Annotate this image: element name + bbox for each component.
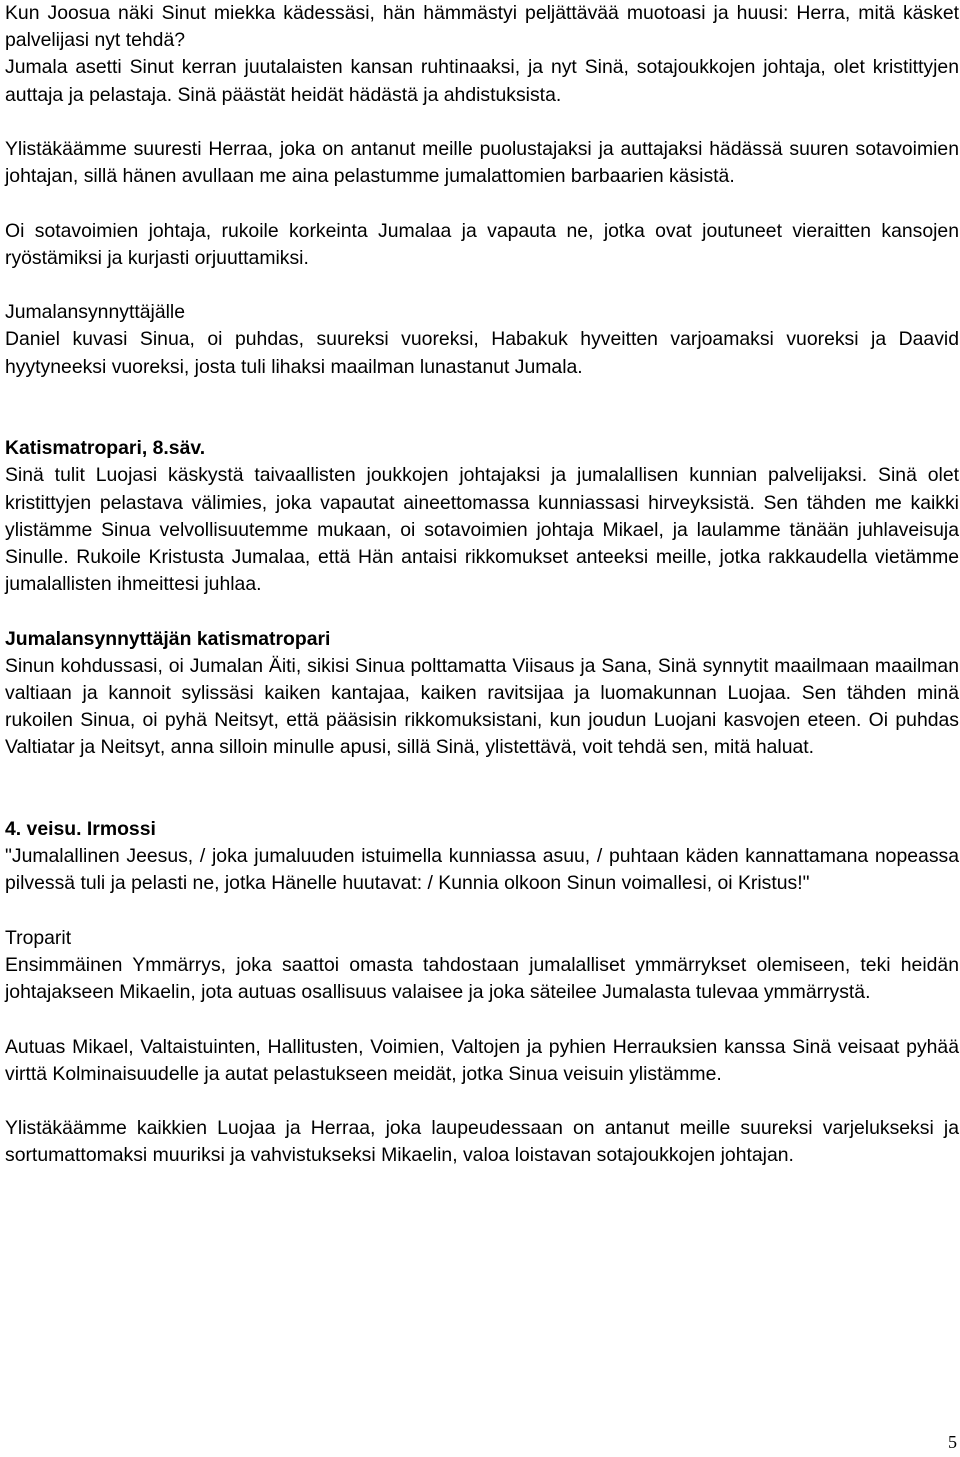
section-heading-katismatropari: Katismatropari, 8.säv. [5,437,206,460]
paragraph-oi-sotavoimien: Oi sotavoimien johtaja, rukoile korkeinta Jumalaa ja vapauta ne, jotka ovat joutuneet vieraitten kansojen ryöstämiksi ja kurjasti orjuuttamiksi. [5,219,959,269]
paragraph-gap [5,109,959,136]
paragraph-gap [5,272,959,299]
paragraph-gap [5,898,959,925]
section-heading-jumalansynnyttajalle: Jumalansynnyttäjälle [5,301,185,324]
paragraph-sina-tulit: Sinä tulit Luojasi käskystä taivaallisten joukkojen johtajaksi ja jumalallisen kunnian palvelijaksi. Sinä olet kristittyjen pelastava välimies, joka vapautat aineettomassa kunniassasi hirveyksistä. Sen tähden me kaikki ylistämme Sinua velvollisuutemme mukaan, oi sotavoimien johtaja Mikael, ja laulamme tänään juhlaveisuja Sinulle. Rukoile Kristusta Jumalaa, että Hän antaisi rikkomukset anteeksi meille, jotka rakkaudella vietämme jumalallisten ihmeittesi juhlaa. [5,464,959,596]
paragraph-gap [5,1088,959,1115]
paragraph-joosua: Kun Joosua näki Sinut miekka kädessäsi, hän hämmästyi peljättävää muotoasi ja huusi: Herra, mitä käsket palvelijasi nyt tehdä? [5,2,959,52]
paragraph-ylistakaamme-luojaa: Ylistäkäämme kaikkien Luojaa ja Herraa, joka laupeudessaan on antanut meille suureksi varjelukseksi ja sortumattomaksi muuriksi ja vahvistukseksi Mikaelin, valoa loistavan sotajoukkojen johtajan. [5,1117,959,1167]
paragraph-gap [5,598,959,625]
paragraph-daniel: Daniel kuvasi Sinua, oi puhdas, suureksi vuoreksi, Habakuk hyveitten varjoamaksi vuoreksi ja Daavid hyytyneeksi vuoreksi, josta tuli lihaksi maailman lunastanut Jumala. [5,328,959,378]
paragraph-ensimmainen-ymmarrys: Ensimmäinen Ymmärrys, joka saattoi omasta tahdostaan jumalalliset ymmärrykset olemiseen, teki heidän johtajakseen Mikaelin, jota autuas osallisuus valaisee ja joka säteilee Jumalasta tulevaa ymmärrystä. [5,954,959,1004]
paragraph-autuas-mikael: Autuas Mikael, Valtaistuinten, Hallitusten, Voimien, Valtojen ja pyhien Herrauksien kanssa Sinä veisaat pyhää virttä Kolminaisuudelle ja autat pelastukseen meidät, jotka Sinua veisuin ylistämme. [5,1035,959,1085]
paragraph-irmossi-text: "Jumalallinen Jeesus, / joka jumaluuden istuimella kunniassa asuu, / puhtaan käden kannattamana nopeassa pilvessä tuli ja pelasti ne, jotka Hänelle huutavat: / Kunnia olkoon Sinun voimallesi, oi Kristus!" [5,845,959,895]
paragraph-gap [5,1006,959,1033]
document-page [5,0,959,1170]
paragraph-jumala-asetti: Jumala asetti Sinut kerran juutalaisten kansan ruhtinaaksi, ja nyt Sinä, sotajoukkojen johtaja, olet kristittyjen auttaja ja pelastaja. Sinä päästät heidät hädästä ja ahdistuksista. [5,56,959,106]
section-heading-troparit: Troparit [5,926,72,949]
paragraph-sinun-kohdussasi: Sinun kohdussasi, oi Jumalan Äiti, sikisi Sinua polttamatta Viisaus ja Sana, Sinä synnytit maailmaan maailman valtiaan ja kannoit sylissäsi kaiken kantajaa, kaiken ravitsijaa ja luomakunnan Luojaa. Sen tähden minä rukoilen Sinua, oi pyhä Neitsyt, että pääsisin rikkomuksistani, kun joudun Luojani kasvojen eteen. Oi puhdas Valtiatar ja Neitsyt, anna silloin minulle apusi, sillä Sinä, ylistettävä, voit tehdä sen, mitä haluat. [5,654,959,759]
section-gap [5,381,959,435]
page-number: 5 [948,1432,957,1452]
section-heading-jumalansynnyttajan-katismatropari: Jumalansynnyttäjän katismatropari [5,627,331,650]
section-heading-irmossi: 4. veisu. Irmossi [5,818,156,840]
section-gap [5,762,959,816]
paragraph-gap [5,190,959,217]
paragraph-ylistakaamme-herraa: Ylistäkäämme suuresti Herraa, joka on antanut meille puolustajaksi ja auttajaksi hädässä suuren sotavoimien johtajan, sillä hänen avullaan me aina pelastumme jumalattomien barbaarien käsistä. [5,138,959,188]
